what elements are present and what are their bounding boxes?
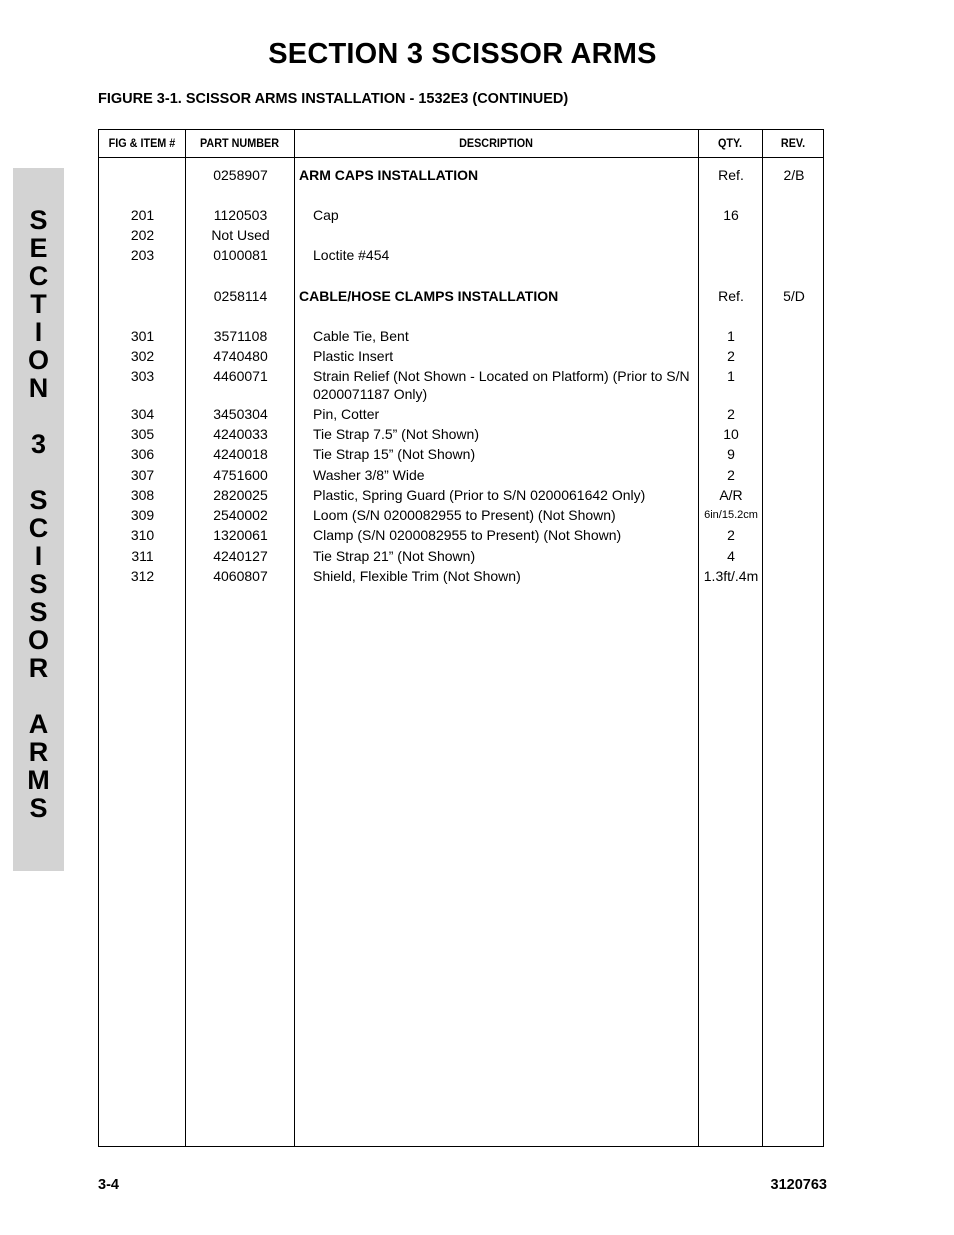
description-cell: Plastic Insert — [313, 348, 394, 364]
description-cell: Loctite #454 — [313, 247, 390, 263]
description-cell: Strain Relief (Not Shown - Located on Platform) (Prior to S/N 0200071187 Only) — [313, 368, 690, 402]
quantity-cell: 16 — [723, 207, 739, 223]
part-number-cell: 0258114 — [213, 288, 268, 304]
part-number-cell: 1320061 — [213, 527, 268, 543]
quantity-cell: 9 — [727, 446, 735, 462]
description-cell: Plastic, Spring Guard (Prior to S/N 0200061642 Only) — [313, 487, 646, 503]
side-tab-letter: S — [29, 597, 48, 627]
side-tab-letter: S — [29, 793, 48, 823]
column-divider — [762, 130, 763, 1146]
quantity-cell: 4 — [727, 548, 735, 564]
side-tab-letter: I — [34, 541, 43, 571]
quantity-cell: 2 — [727, 467, 735, 483]
description-cell: Shield, Flexible Trim (Not Shown) — [313, 568, 521, 584]
item-number-cell: 312 — [130, 568, 155, 584]
header-divider — [99, 157, 823, 158]
side-tab-letter: O — [27, 345, 49, 375]
description-cell: Loom (S/N 0200082955 to Present) (Not Shown) — [313, 507, 616, 523]
column-divider — [294, 130, 295, 1146]
part-number-cell: 4240018 — [213, 446, 268, 462]
side-tab-letter: S — [29, 569, 48, 599]
description-cell: CABLE/HOSE CLAMPS INSTALLATION — [299, 288, 559, 304]
side-tab-letter: I — [34, 317, 43, 347]
side-tab-letter: N — [28, 373, 49, 403]
item-number-cell: 306 — [130, 446, 155, 462]
part-number-cell: 4240033 — [213, 426, 268, 442]
side-tab-letter: S — [29, 485, 48, 515]
revision-cell: 2/B — [783, 167, 805, 183]
side-tab-letter: S — [29, 205, 48, 235]
part-number-cell: 4060807 — [213, 568, 268, 584]
part-number-cell: 4460071 — [213, 368, 268, 384]
quantity-cell: Ref. — [718, 288, 744, 304]
figure-title: FIGURE 3-1. SCISSOR ARMS INSTALLATION - 1532E3 (CONTINUED) — [98, 91, 569, 107]
quantity-cell: 1 — [727, 368, 735, 384]
column-divider — [185, 130, 186, 1146]
description-cell: Washer 3/8” Wide — [313, 467, 425, 483]
item-number-cell: 305 — [130, 426, 155, 442]
document-number: 3120763 — [770, 1177, 827, 1193]
item-number-cell: 302 — [130, 348, 155, 364]
part-number-cell: 2820025 — [213, 487, 268, 503]
part-number-cell: 0100081 — [213, 247, 268, 263]
item-number-cell: 307 — [130, 467, 155, 483]
item-number-cell: 201 — [130, 207, 155, 223]
item-number-cell: 301 — [130, 328, 155, 344]
item-number-cell: 203 — [130, 247, 155, 263]
column-divider — [698, 130, 699, 1146]
side-tab-letter: A — [28, 709, 49, 739]
side-tab-letter: M — [27, 765, 50, 795]
quantity-cell: Ref. — [718, 167, 744, 183]
quantity-cell: 1.3ft/.4m — [703, 568, 759, 584]
parts-table — [98, 129, 824, 1147]
description-cell: Tie Strap 15” (Not Shown) — [313, 446, 476, 462]
side-tab-letter: O — [27, 625, 49, 655]
quantity-cell: 2 — [727, 406, 735, 422]
item-number-cell: 304 — [130, 406, 155, 422]
item-number-cell: 310 — [130, 527, 155, 543]
item-number-cell: 303 — [130, 368, 155, 384]
revision-cell: 5/D — [783, 288, 805, 304]
side-tab-letter: T — [30, 289, 47, 319]
item-number-cell: 309 — [130, 507, 155, 523]
side-tab-letter: R — [28, 737, 49, 767]
part-number-cell: Not Used — [211, 227, 270, 243]
section-title: SECTION 3 SCISSOR ARMS — [268, 38, 657, 70]
part-number-cell: 3450304 — [213, 406, 268, 422]
item-number-cell: 308 — [130, 487, 155, 503]
part-number-cell: 2540002 — [213, 507, 268, 523]
description-cell: Clamp (S/N 0200082955 to Present) (Not Shown) — [313, 527, 622, 543]
side-tab-gap — [13, 682, 64, 710]
part-number-cell: 4240127 — [213, 548, 268, 564]
quantity-cell: 6in/15.2cm — [704, 509, 758, 521]
item-number-cell: 202 — [130, 227, 155, 243]
side-tab-letter: 3 — [30, 429, 47, 459]
header-part-number: PART NUMBER — [199, 136, 280, 150]
side-tab-letter: C — [28, 513, 49, 543]
header-qty: QTY. — [717, 136, 742, 150]
description-cell: Tie Strap 7.5” (Not Shown) — [313, 426, 479, 442]
description-cell: Cap — [313, 207, 339, 223]
side-tab-letter: E — [29, 233, 48, 263]
description-cell: Pin, Cotter — [313, 406, 380, 422]
description-cell: Cable Tie, Bent — [313, 328, 409, 344]
item-number-cell: 311 — [131, 548, 154, 564]
description-cell: Tie Strap 21” (Not Shown) — [313, 548, 476, 564]
part-number-cell: 4751600 — [213, 467, 268, 483]
side-tab-gap — [13, 402, 64, 430]
part-number-cell: 1120503 — [213, 207, 268, 223]
part-number-cell: 3571108 — [213, 328, 268, 344]
side-tab-letters — [13, 206, 64, 822]
section-side-tab — [13, 168, 64, 871]
header-description: DESCRIPTION — [459, 136, 533, 150]
quantity-cell: 2 — [727, 527, 735, 543]
side-tab-gap — [13, 458, 64, 486]
header-fig-item: FIG & ITEM # — [108, 136, 176, 150]
quantity-cell: 2 — [727, 348, 735, 364]
description-cell: ARM CAPS INSTALLATION — [299, 167, 479, 183]
quantity-cell: 10 — [723, 426, 739, 442]
quantity-cell: A/R — [719, 487, 743, 503]
page-number: 3-4 — [98, 1177, 119, 1193]
side-tab-letter: R — [28, 653, 49, 683]
part-number-cell: 0258907 — [213, 167, 268, 183]
header-rev: REV. — [780, 136, 806, 150]
quantity-cell: 1 — [727, 328, 735, 344]
part-number-cell: 4740480 — [213, 348, 268, 364]
side-tab-letter: C — [28, 261, 49, 291]
